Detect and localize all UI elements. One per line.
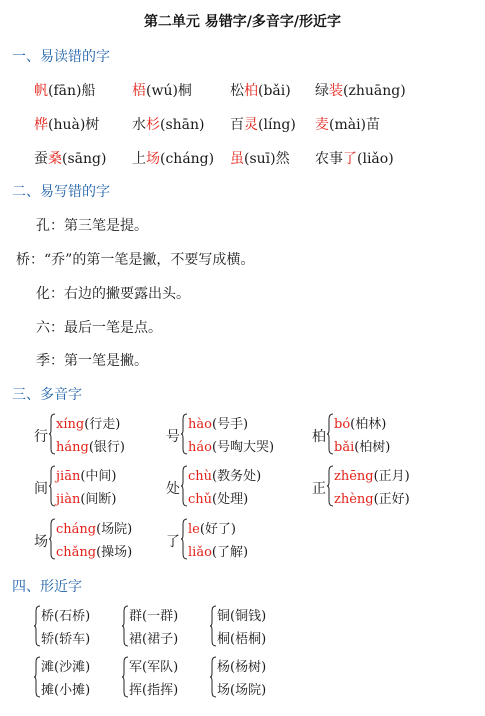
word-suffix: (fān)船 xyxy=(48,83,96,99)
polyphone-reading xyxy=(56,413,120,432)
word-prefix: 松 xyxy=(230,83,244,99)
example-word: (中间) xyxy=(80,469,117,484)
highlighted-char: 装 xyxy=(329,83,343,99)
similar-word: 挥(指挥) xyxy=(129,683,179,698)
brace-icon xyxy=(181,465,187,507)
misread-word xyxy=(132,148,214,168)
highlighted-char: 梧 xyxy=(132,83,146,99)
pinyin: chù xyxy=(188,469,213,484)
brace-icon xyxy=(49,518,55,560)
example-word: (间断) xyxy=(80,492,117,507)
stroke-note: 季：第一笔是撇。 xyxy=(36,353,148,369)
polyphone-entry xyxy=(34,413,164,457)
polyphone-reading xyxy=(56,465,116,484)
polyphone-reading xyxy=(188,488,248,507)
polyphone-char: 柏 xyxy=(312,429,326,445)
brace-icon xyxy=(34,605,40,647)
pinyin: háo xyxy=(188,440,212,455)
pinyin: liǎo xyxy=(188,545,212,560)
brace-icon xyxy=(122,605,128,647)
highlighted-char: 柏 xyxy=(244,83,258,99)
similar-pair xyxy=(34,605,124,649)
similar-word: 群(一群) xyxy=(129,609,179,624)
polyphone-entry xyxy=(312,465,452,509)
misread-word xyxy=(230,148,290,168)
pinyin: chǔ xyxy=(188,492,213,507)
word-suffix: (suī)然 xyxy=(244,151,290,167)
pinyin: bó xyxy=(334,417,351,432)
polyphone-reading xyxy=(334,465,410,484)
pinyin: zhēng xyxy=(334,469,374,484)
section-heading-miswritten: 二、易写错的字 xyxy=(12,184,110,200)
misread-word xyxy=(315,80,406,100)
polyphone-reading xyxy=(188,518,236,537)
section-heading-misread: 一、易读错的字 xyxy=(12,49,110,65)
polyphone-entry xyxy=(34,465,164,509)
highlighted-char: 麦 xyxy=(315,117,329,133)
pinyin: chǎng xyxy=(56,545,97,560)
polyphone-reading xyxy=(56,541,132,560)
polyphone-char: 了 xyxy=(166,534,180,550)
word-suffix: (bǎi) xyxy=(258,83,291,99)
similar-word: 桥(石桥) xyxy=(41,609,91,624)
pinyin: cháng xyxy=(56,522,97,537)
similar-word: 轿(轿车) xyxy=(41,632,91,647)
misread-word xyxy=(230,80,291,100)
example-word: (教务处) xyxy=(212,469,262,484)
example-word: (正月) xyxy=(373,469,410,484)
highlighted-char: 虽 xyxy=(230,151,244,167)
word-suffix: (wú)桐 xyxy=(146,83,192,99)
brace-icon xyxy=(327,413,333,455)
polyphone-reading xyxy=(56,436,125,455)
misread-word xyxy=(34,80,95,100)
example-word: (号啕大哭) xyxy=(211,440,275,455)
brace-icon xyxy=(210,656,216,698)
stroke-note: 孔：第三笔是提。 xyxy=(36,218,148,234)
polyphone-reading xyxy=(188,541,248,560)
word-prefix: 农事 xyxy=(315,151,343,167)
misread-word xyxy=(132,80,192,100)
pinyin: jiàn xyxy=(56,492,81,507)
polyphone-reading xyxy=(188,436,274,455)
polyphone-reading xyxy=(188,465,261,484)
highlighted-char: 了 xyxy=(343,151,357,167)
similar-word: 杨(杨树) xyxy=(217,660,267,675)
example-word: (柏林) xyxy=(350,417,387,432)
polyphone-reading xyxy=(334,413,386,432)
stroke-note: 六：最后一笔是点。 xyxy=(36,320,162,336)
similar-word: 军(军队) xyxy=(129,660,179,675)
brace-icon xyxy=(210,605,216,647)
word-prefix: 上 xyxy=(132,151,146,167)
brace-icon xyxy=(181,518,187,560)
highlighted-char: 场 xyxy=(146,151,160,167)
section-heading-similar: 四、形近字 xyxy=(12,579,82,595)
brace-icon xyxy=(34,656,40,698)
word-suffix: (zhuāng) xyxy=(343,83,406,99)
example-word: (银行) xyxy=(88,440,125,455)
misread-word xyxy=(132,114,205,134)
misread-word xyxy=(34,114,99,134)
polyphone-reading xyxy=(334,488,410,507)
similar-word: 裙(裙子) xyxy=(129,632,179,647)
similar-word: 场(场院) xyxy=(217,683,267,698)
highlighted-char: 桦 xyxy=(34,117,48,133)
word-prefix: 百 xyxy=(230,117,244,133)
section-heading-polyphones: 三、多音字 xyxy=(12,387,82,403)
word-suffix: (liǎo) xyxy=(357,151,394,167)
polyphone-entry xyxy=(34,518,164,562)
example-word: (操场) xyxy=(96,545,133,560)
highlighted-char: 杉 xyxy=(146,117,160,133)
pinyin: hào xyxy=(188,417,212,432)
similar-word: 铜(铜钱) xyxy=(217,609,267,624)
polyphone-reading xyxy=(56,488,116,507)
polyphone-reading xyxy=(334,436,390,455)
example-word: (了解) xyxy=(211,545,249,560)
pinyin: jiān xyxy=(56,469,81,484)
pinyin: xíng xyxy=(56,417,85,432)
word-suffix: (mài)苗 xyxy=(329,117,381,133)
similar-pair xyxy=(210,656,300,700)
misread-word xyxy=(315,148,394,168)
similar-pair xyxy=(122,605,212,649)
polyphone-entry xyxy=(166,465,306,509)
misread-word xyxy=(230,114,296,134)
word-suffix: (sāng) xyxy=(62,151,107,167)
brace-icon xyxy=(49,465,55,507)
word-prefix: 绿 xyxy=(315,83,329,99)
example-word: (正好) xyxy=(373,492,410,507)
example-word: (柏树) xyxy=(354,440,391,455)
highlighted-char: 灵 xyxy=(244,117,258,133)
similar-pair xyxy=(122,656,212,700)
polyphone-entry xyxy=(312,413,452,457)
polyphone-entry xyxy=(166,518,306,562)
word-suffix: (cháng) xyxy=(160,151,215,167)
polyphone-char: 号 xyxy=(166,429,180,445)
stroke-note: 桥：“乔”的第一笔是撇，不要写成横。 xyxy=(16,252,255,268)
example-word: (好了) xyxy=(199,522,237,537)
brace-icon xyxy=(327,465,333,507)
similar-pair xyxy=(210,605,300,649)
page-title: 第二单元 易错字/多音字/形近字 xyxy=(143,14,342,30)
polyphone-char: 间 xyxy=(34,481,48,497)
pinyin: háng xyxy=(56,440,89,455)
misread-row xyxy=(34,148,474,182)
polyphone-char: 处 xyxy=(166,481,180,497)
word-suffix: (shān) xyxy=(160,117,205,133)
example-word: (号手) xyxy=(211,417,249,432)
misread-row xyxy=(34,80,474,114)
misread-grid xyxy=(34,80,474,182)
brace-icon xyxy=(181,413,187,455)
polyphone-reading xyxy=(56,518,132,537)
similar-pair xyxy=(34,656,124,700)
similar-word: 摊(小摊) xyxy=(41,683,91,698)
example-word: (场院) xyxy=(96,522,133,537)
misread-word xyxy=(34,148,106,168)
pinyin: zhèng xyxy=(334,492,374,507)
polyphone-entry xyxy=(166,413,306,457)
misread-row xyxy=(34,114,474,148)
misread-word xyxy=(315,114,380,134)
similar-word: 滩(沙滩) xyxy=(41,660,91,675)
similar-word: 桐(梧桐) xyxy=(217,632,267,647)
example-word: (处理) xyxy=(212,492,249,507)
highlighted-char: 帆 xyxy=(34,83,48,99)
pinyin: le xyxy=(188,522,200,537)
word-suffix: (huà)树 xyxy=(48,117,100,133)
polyphone-char: 正 xyxy=(312,481,326,497)
highlighted-char: 桑 xyxy=(48,151,62,167)
pinyin: bǎi xyxy=(334,440,355,455)
brace-icon xyxy=(122,656,128,698)
polyphone-reading xyxy=(188,413,248,432)
stroke-note: 化：右边的撇要露出头。 xyxy=(36,286,190,302)
brace-icon xyxy=(49,413,55,455)
word-prefix: 水 xyxy=(132,117,146,133)
polyphone-char: 行 xyxy=(34,429,48,445)
word-suffix: (líng) xyxy=(258,117,296,133)
example-word: (行走) xyxy=(84,417,121,432)
word-prefix: 蚕 xyxy=(34,151,48,167)
polyphone-char: 场 xyxy=(34,534,48,550)
